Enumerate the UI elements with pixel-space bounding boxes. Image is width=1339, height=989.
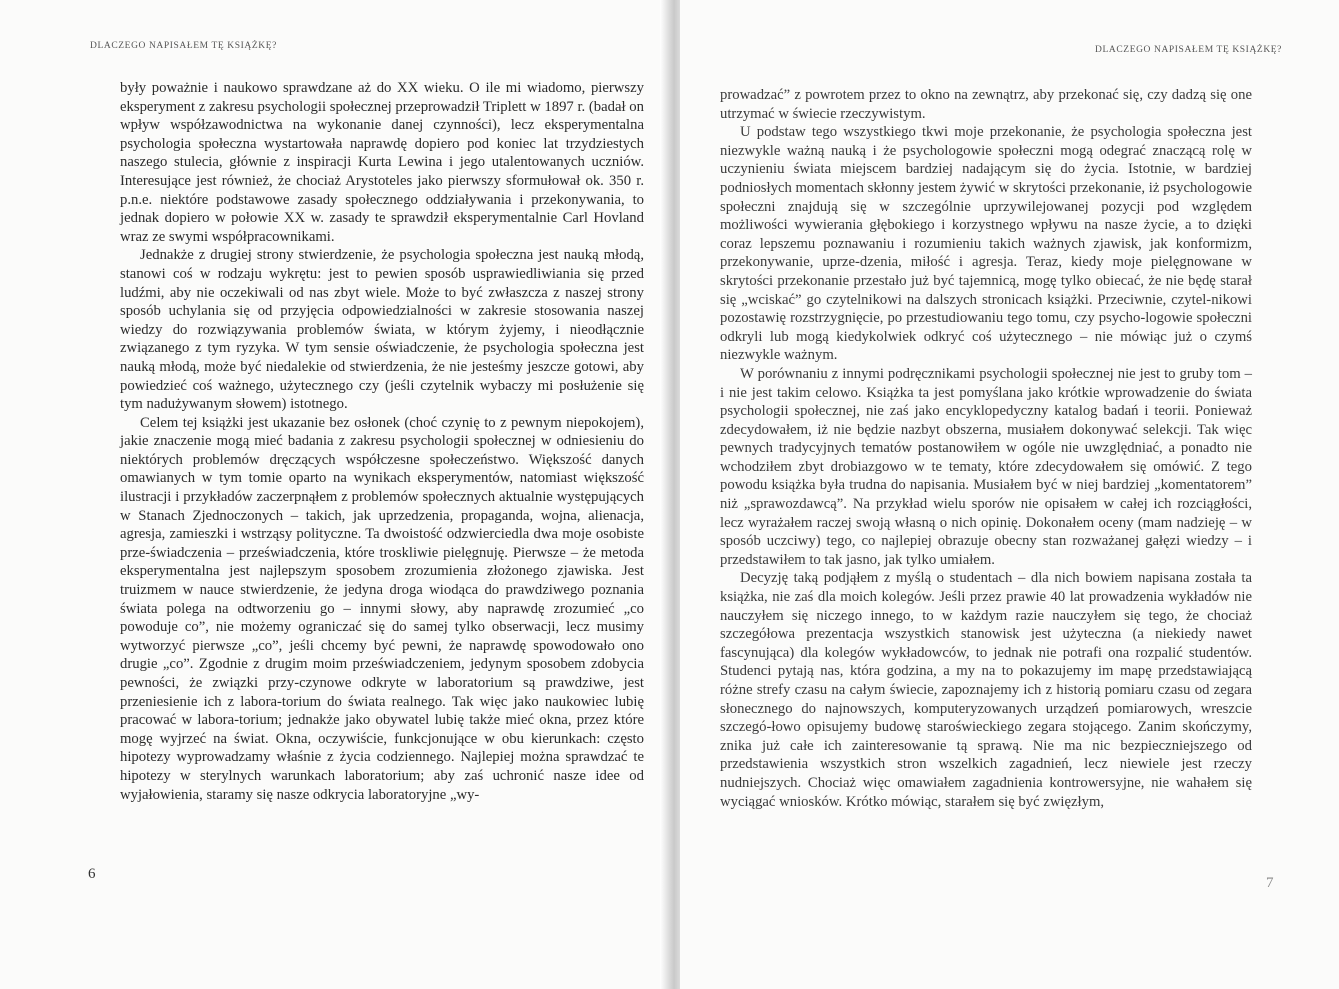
running-head: DLACZEGO NAPISAŁEM TĘ KSIĄŻKĘ?	[1095, 45, 1282, 55]
right-page	[680, 0, 1339, 989]
page-number: 7	[1266, 875, 1274, 891]
paragraph: prowadzać” z powrotem przez to okno na zewnątrz, aby przekonać się, czy dadzą się one utrzymać w świecie rzeczywistym.	[720, 87, 1252, 122]
body-text	[720, 86, 1252, 811]
paragraph: były poważnie i naukowo sprawdzane aż do XX wieku. O ile mi wiadomo, pierwszy eksperyment z zakresu psychologii społecznej przeprowadził Triplett w 1897 r. (badał on wpływ współzawodnictwa na wykonanie danej czynności), lecz eksperymentalna psychologia społeczna wystartowała naprawdę dopiero pod koniec lat trzydziestych naszego stulecia, głównie z inspiracji Kurta Lewina i jego utalentowanych uczniów. Interesujące jest również, że chociaż Arystoteles jako pierwszy sformułował ok. 350 r. p.n.e. niektóre podstawowe zasady społecznego oddziaływania i przekonywania, to jednak dopiero w połowie XX w. zasady te sprawdził eksperymentalnie Carl Hovland wraz ze swymi współpracownikami.	[120, 80, 644, 245]
page-number: 6	[88, 866, 96, 882]
paragraph: Jednakże z drugiej strony stwierdzenie, że psychologia społeczna jest nauką młodą, stanowi coś w rodzaju wykrętu: jest to pewien sposób usprawiedliwiania się przed ludźmi, aby nie oczekiwali od nas zbyt wiele. Może to być zwłaszcza z naszej strony sposób uchylania się od przyjęcia odpowiedzialności w zakresie stosowania naszej wiedzy do rozwiązywania problemów świata, w którym żyjemy, i nieodłącznie związanego z tym ryzyka. W tym sensie oświadczenie, że psychologia społeczna jest nauką młodą, może być niedalekie od stwierdzenia, że nie jesteśmy jeszcze gotowi, aby powiedzieć coś ważnego, użytecznego czy (jeśli czytelnik wybaczy mi posłużenie się tym nadużywanym słowem) istotnego.	[120, 247, 644, 413]
paragraph: W porównaniu z innymi podręcznikami psychologii społecznej nie jest to gruby tom – i nie jest takim celowo. Książka ta jest pomyślana jako krótkie wprowadzenie do świata psychologii społecznej, nie zaś jako encyklopedyczny katalog badań i teorii. Ponieważ zdecydowałem, iż nie będzie nazbyt obszerna, musiałem dokonywać selekcji. Tak więc pewnych tradycyjnych tematów postanowiłem w ogóle nie uwzględniać, a ponadto nie wchodziłem zbyt drobiazgowo w te tematy, które zdecydowałem się omówić. Z tego powodu książka była trudna do napisania. Musiałem być w niej bardziej „komentatorem” niż „sprawozdawcą”. Na przykład wielu sporów nie opisałem w całej ich rozciągłości, lecz wyrażałem raczej swoją własną o nich opinię. Dokonałem oceny (mam nadzieję – w sposób uczciwy) tego, co najlepiej obrazuje obecny stan rozważanej gałęzi wiedzy – i przedstawiłem to tak jasno, jak tylko umiałem.	[720, 365, 1252, 568]
paragraph: U podstaw tego wszystkiego tkwi moje przekonanie, że psychologia społeczna jest niezwykle ważną nauką i że psychologowie społeczni mogą odegrać znaczącą rolę w uczynieniu świata miejscem bardziej nadającym się do życia. Istotnie, w bardziej podniosłych momentach skłonny jestem żywić w skrytości przekonanie, iż psychologowie społeczni znajdują się w szczególnie uprzywilejowanej pozycji pod względem możliwości wywierania głębokiego i korzystnego wpływu na nasze życie, a to dzięki coraz lepszemu poznawaniu i rozumieniu takich ważnych zjawisk, jak konformizm, przekonywanie, uprze-dzenia, miłość i agresja. Teraz, kiedy moje pielęgnowane w skrytości przekonanie przestało już być tajemnicą, mogę tylko obiecać, że nie będę starał się „wciskać” go czytelnikowi na dalszych stronicach książki. Przeciwnie, czytel-nikowi pozostawię rozstrzygnięcie, po przestudiowaniu tego tomu, czy psycho-logowie społeczni odkryli lub mogą kiedykolwiek odkryć coś użytecznego – nie mówiąc już o czymś niezwykle ważnym.	[720, 124, 1252, 364]
paragraph: Celem tej książki jest ukazanie bez osłonek (choć czynię to z pewnym niepokojem), jakie znaczenie mogą mieć badania z zakresu psychologii społecznej w odniesieniu do niektórych problemów dręczących współczesne społeczeństwo. Większość danych omawianych w tym tomie oparto na wynikach eksperymentów, natomiast większość ilustracji i przykładów zaczerpnąłem z problemów społecznych aktualnie występujących w Stanach Zjednoczonych – takich, jak uprzedzenia, propaganda, wojna, alienacja, agresja, zamieszki i wstrząsy polityczne. Ta dwoistość odzwierciedla dwa moje osobiste prze-świadczenia – przeświadczenia, które troskliwie pielęgnuję. Pierwsze – że metoda eksperymentalna jest najlepszym sposobem zrozumienia złożonego zjawiska. Jest truizmem w nauce stwierdzenie, że jedyna droga wiodąca do prawdziwego poznania świata polega na odtworzeniu go – innymi słowy, aby naprawdę zrozumieć „co powoduje co”, nie możemy ograniczać się do samej tylko obserwacji, lecz musimy wytworzyć pierwsze „co”, jeśli chcemy być pewni, że naprawdę spowodowało ono drugie „co”. Zgodnie z drugim moim przeświadczeniem, jedynym sposobem zdobycia pewności, że związki przy-czynowe odkryte w laboratorium są prawdziwe, jest przeniesienie ich z labora-torium do świata realnego. Tak więc jako naukowiec lubię pracować w labora-torium; jednakże jako obywatel lubię także mieć okna, przez które mogę wyjrzeć na świat. Okna, oczywiście, funkcjonujące w obu kierunkach: często hipotezy wyprowadzamy właśnie z życia codziennego. Najlepiej można sprawdzać te hipotezy w sterylnych warunkach laboratorium; aby zaś uchronić nasze idee od wyjałowienia, staramy się nasze odkrycia laboratoryjne „wy-	[120, 414, 644, 803]
left-page	[0, 0, 668, 989]
paragraph: Decyzję taką podjąłem z myślą o studentach – dla nich bowiem napisana została ta książka, nie zaś dla moich kolegów. Jeśli przez prawie 40 lat prowadzenia wykładów nie nauczyłem się niczego innego, to w każdym razie nauczyłem się tego, że chociaż szczegółowa prezentacja wszystkich stanowisk jest użyteczna (a niekiedy nawet fascynująca) dla kolegów wykładowców, to jednak nie potrafi ona rozpalić studentów. Studenci pytają nas, która godzina, a my na to pokazujemy im mapę przedstawiającą różne strefy czasu na całym świecie, zapoznajemy ich z historią pomiaru czasu od zegara słonecznego do najnowszych, komputeryzowanych urządzeń pomiarowych, wreszcie szczegó-łowo opisujemy budowę staroświeckiego zegara stojącego. Zanim skończymy, znika już całe ich zainteresowanie tą sprawą. Nie ma nic bezpieczniejszego od przedstawienia wszystkich stron wszelkich zagadnień, lecz niewiele jest rzeczy nudniejszych. Chociaż więc omawiałem zagadnienia kontrowersyjne, nie wahałem się wyciągać wniosków. Krótko mówiąc, starałem się być zwięzłym,	[720, 570, 1252, 810]
body-text	[120, 79, 644, 804]
running-head: DLACZEGO NAPISAŁEM TĘ KSIĄŻKĘ?	[90, 41, 277, 51]
